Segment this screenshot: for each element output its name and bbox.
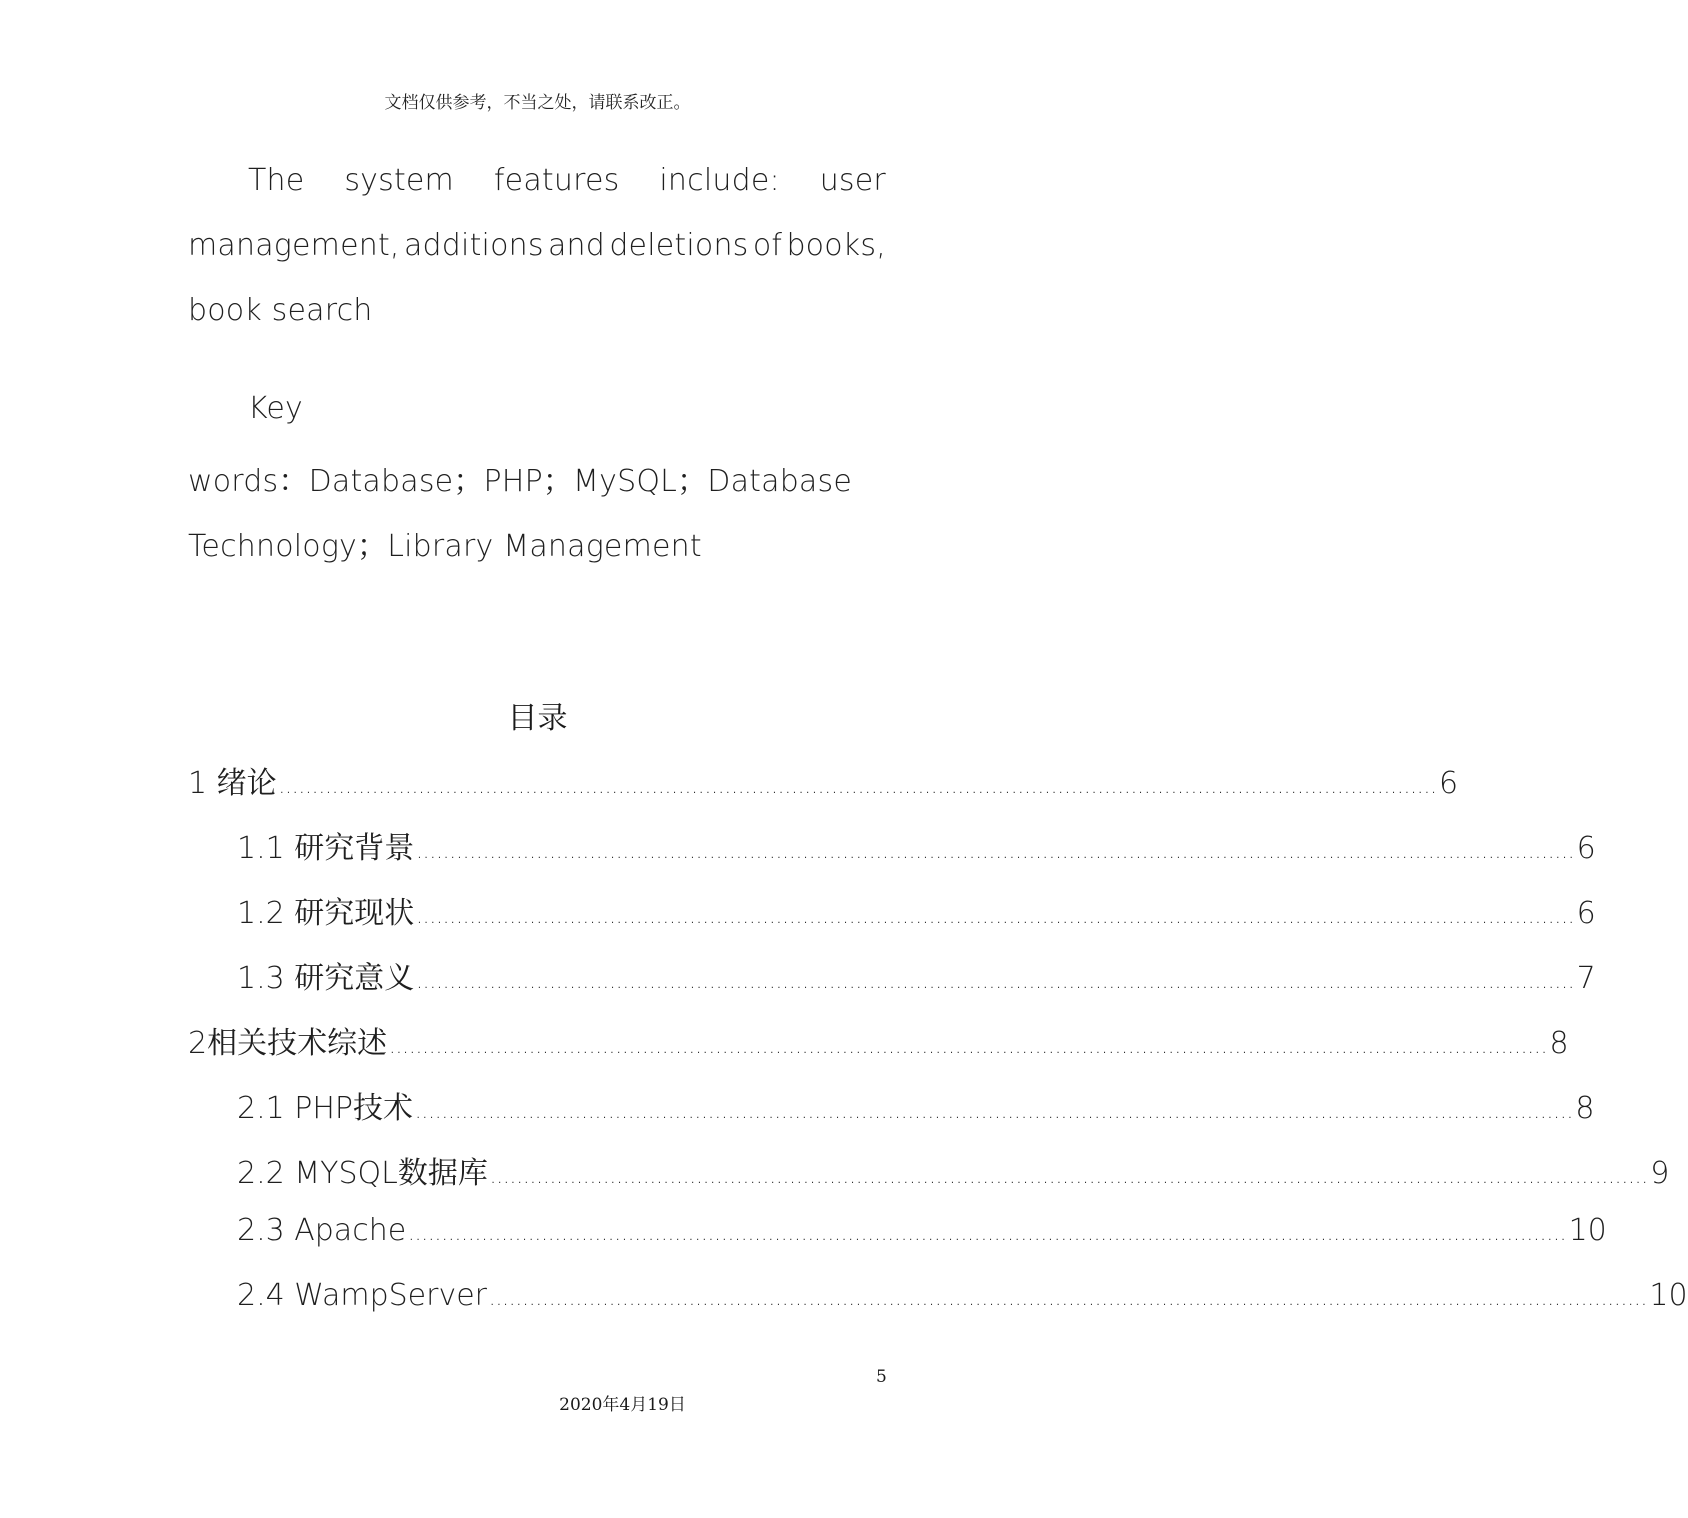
toc-entry-label: 2相关技术综述: [188, 1026, 388, 1061]
toc-entry-page: 7: [1576, 961, 1596, 996]
toc-entry-page: 10: [1649, 1278, 1688, 1313]
toc-entry-page: 9: [1650, 1156, 1670, 1191]
toc-entry-label: 2.3 Apache: [237, 1213, 407, 1248]
page-number: 5: [876, 1367, 887, 1387]
abstract-line-2: [188, 228, 886, 263]
abstract-word: user: [819, 163, 886, 198]
toc-entry-page: 10: [1568, 1213, 1607, 1248]
abstract-word: of: [752, 228, 783, 263]
toc-entry[interactable]: [237, 1083, 1595, 1127]
toc-entry-label: 1.2 研究现状: [237, 896, 415, 931]
toc-entry[interactable]: [237, 1148, 1670, 1192]
abstract-line-1: [248, 163, 886, 198]
toc-leader-dots: ..............................................................................................................................................................................: [489, 1164, 1649, 1188]
toc-entry[interactable]: [237, 1213, 1607, 1248]
abstract-line-3: book search: [188, 293, 373, 328]
abstract-word: additions: [403, 228, 544, 263]
keywords-line-2: Technology；Library Management: [188, 529, 702, 564]
toc-title: 目录: [507, 701, 568, 736]
toc-entry[interactable]: [237, 823, 1596, 867]
toc-entry-label: 1 绪论: [188, 766, 277, 801]
toc-leader-dots: ..............................................................................................................................................................................: [408, 1221, 1567, 1245]
header-note: 文档仅供参考，不当之处，请联系改正。: [384, 93, 691, 113]
toc-entry-page: 8: [1575, 1091, 1595, 1126]
keywords-line-1: words：Database；PHP；MySQL；Database: [188, 464, 853, 499]
toc-leader-dots: ..............................................................................................................................................................................: [416, 969, 1575, 993]
abstract-word: features: [493, 163, 620, 198]
keywords-label: Key: [248, 391, 303, 426]
toc-entry[interactable]: [237, 953, 1596, 997]
abstract-word: system: [344, 163, 454, 198]
abstract-word: deletions: [609, 228, 749, 263]
toc-leader-dots: ..............................................................................................................................................................................: [416, 839, 1575, 863]
toc-entry-label: 2.4 WampServer: [237, 1278, 488, 1313]
toc-entry-label: 2.1 PHP技术: [237, 1091, 413, 1126]
abstract-word: include:: [659, 163, 780, 198]
abstract-word: The: [248, 163, 305, 198]
toc-leader-dots: ..............................................................................................................................................................................: [489, 1286, 1648, 1310]
toc-entry-label: 2.2 MYSQL数据库: [237, 1156, 488, 1191]
abstract-word: and: [547, 228, 606, 263]
toc-leader-dots: ..............................................................................................................................................................................: [389, 1034, 1548, 1058]
toc-entry[interactable]: [188, 758, 1459, 802]
toc-leader-dots: ..............................................................................................................................................................................: [416, 904, 1575, 928]
footer-date: 2020年4月19日: [559, 1395, 686, 1415]
toc-entry[interactable]: [237, 1278, 1688, 1313]
abstract-word: books,: [786, 228, 886, 263]
toc-entry-page: 6: [1576, 896, 1596, 931]
toc-entry[interactable]: [237, 888, 1596, 932]
abstract-word: management,: [188, 228, 400, 263]
toc-leader-dots: ..............................................................................................................................................................................: [278, 774, 1438, 798]
toc-entry-label: 1.3 研究意义: [237, 961, 415, 996]
toc-entry-page: 6: [1439, 766, 1459, 801]
toc-entry[interactable]: [188, 1018, 1569, 1062]
toc-entry-page: 8: [1549, 1026, 1569, 1061]
toc-entry-page: 6: [1576, 831, 1596, 866]
toc-leader-dots: ..............................................................................................................................................................................: [415, 1099, 1574, 1123]
toc-entry-label: 1.1 研究背景: [237, 831, 415, 866]
